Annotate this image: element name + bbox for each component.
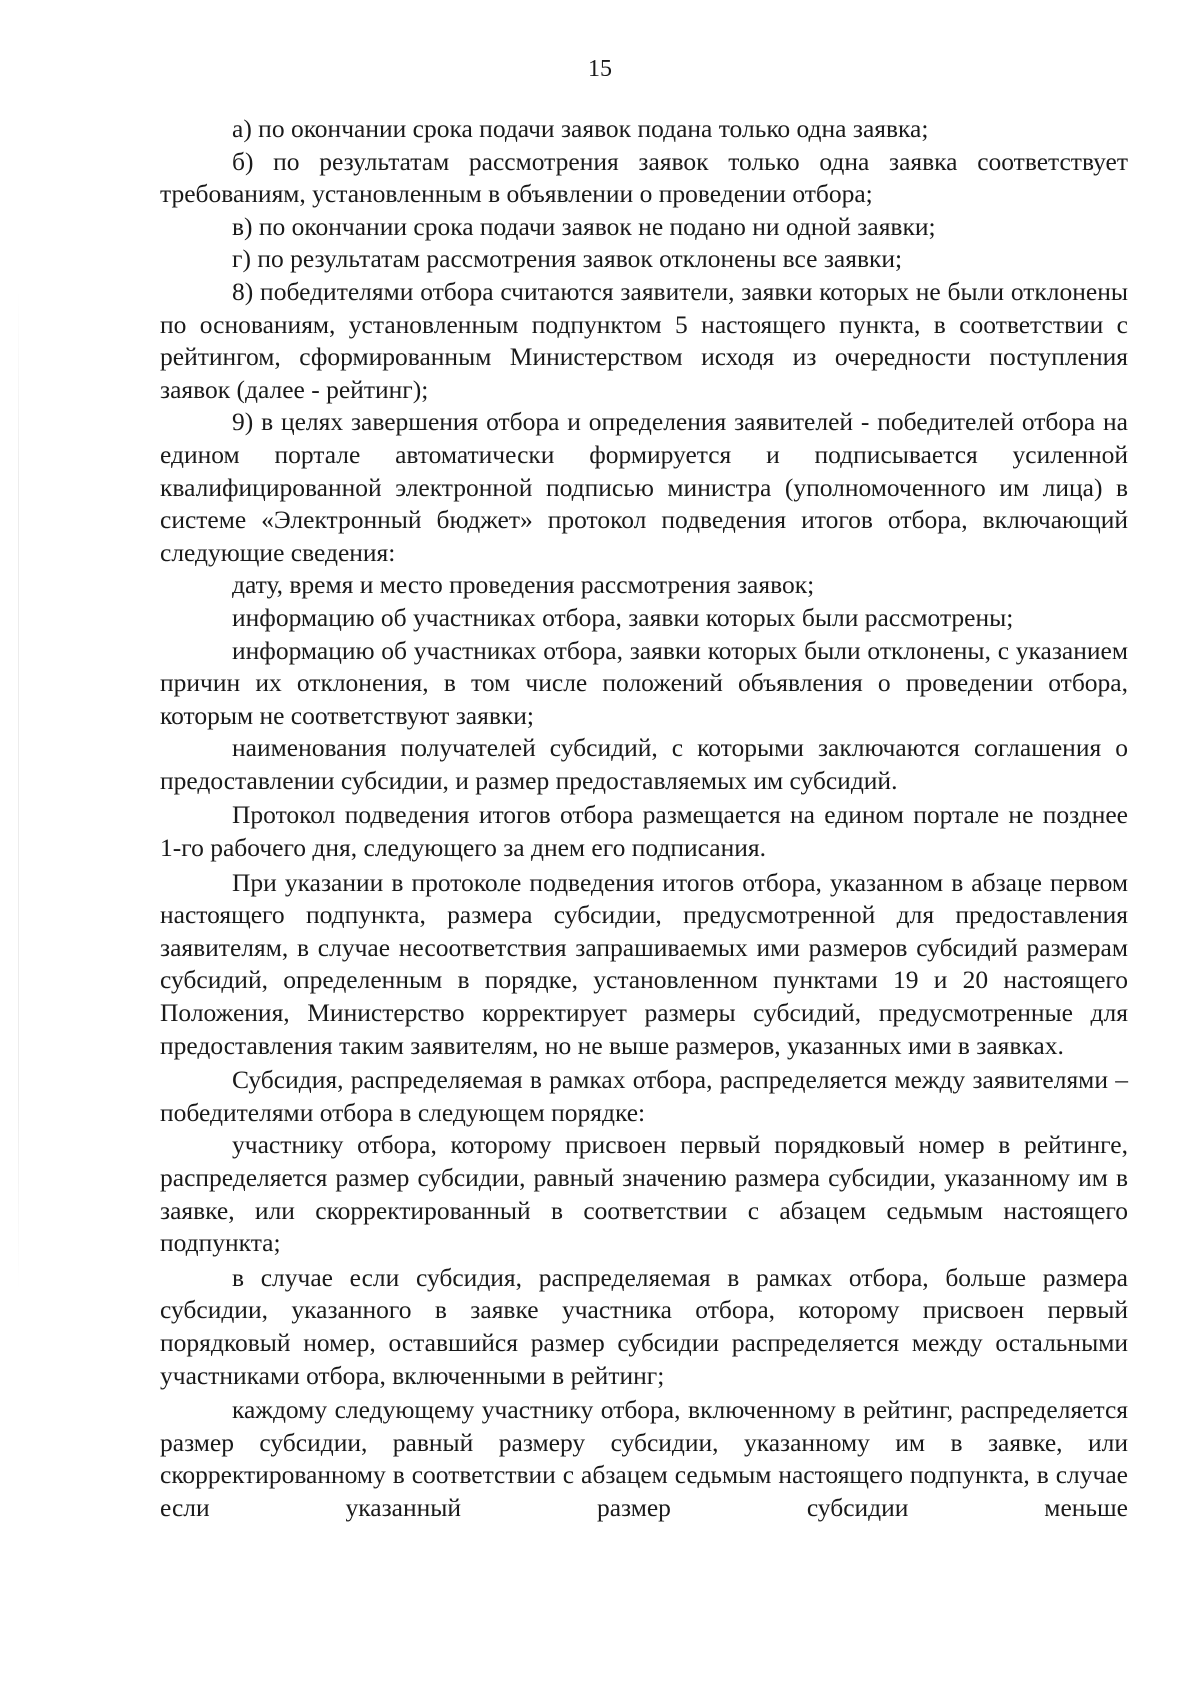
document-body [160, 113, 1128, 1525]
paragraph-item-g: г) по результатам рассмотрения заявок отклонены все заявки; [232, 244, 903, 274]
paragraph-item-a: а) по окончании срока подачи заявок подана только одна заявка; [232, 114, 929, 143]
page-number: 15 [588, 56, 612, 82]
paragraph-subclause-9: 9) в целях завершения отбора и определения заявителей - победителей отбора на едином портале автоматически формируется и подписывается усиленной квалифицированной электронной подписью министра (уполномоченного им лица) в системе «Электронный бюджет» протокол подведения итогов отбора, включающий следующие сведения: [160, 407, 1128, 567]
paragraph-distribution-order: Субсидия, распределяемая в рамках отбора, распределяется между заявителями – победителями отбора в следующем порядке: [160, 1065, 1128, 1127]
paragraph-item-b: б) по результатам рассмотрения заявок только одна заявка соответствует требованиям, установленным в объявлении о проведении отбора; [160, 146, 1128, 209]
paragraph-protocol-reviewed: информацию об участниках отбора, заявки которых были рассмотрены; [232, 602, 1014, 632]
paragraph-subclause-8: 8) победителями отбора считаются заявители, заявки которых не были отклонены по основаниям, установленным подпунктом 5 настоящего пункта, в соответствии с рейтингом, сформированным Министерством исходя из очередности поступления заявок (далее - рейтинг); [160, 276, 1128, 404]
paragraph-first-participant: участнику отбора, которому присвоен первый порядковый номер в рейтинге, распределяется размер субсидии, равный значению размера субсидии, указанному им в заявке, или скорректированный в соответствии с абзацем седьмым настоящего подпункта; [160, 1130, 1128, 1258]
paragraph-protocol-recipients: наименования получателей субсидий, с которыми заключаются соглашения о предоставлении субсидии, и размер предоставляемых им субсидий. [160, 733, 1128, 795]
paragraph-next-participant: каждому следующему участнику отбора, включенному в рейтинг, распределяется размер субсидии, равный размеру субсидии, указанному им в заявке, или скорректированному в соответствии с абзацем седьмым настоящего подпункта, в случае если указанный размер субсидии меньше [160, 1395, 1128, 1522]
paragraph-protocol-date: дату, время и место проведения рассмотрения заявок; [232, 570, 815, 600]
paragraph-protocol-publication: Протокол подведения итогов отбора размещается на едином портале не позднее 1-го рабочего дня, следующего за днем его подписания. [160, 800, 1128, 863]
paragraph-protocol-rejected: информацию об участниках отбора, заявки которых были отклонены, с указанием причин их отклонения, в том числе положений объявления о проведении отбора, которым не соответствуют заявки; [160, 635, 1128, 730]
paragraph-remaining-distribution: в случае если субсидия, распределяемая в рамках отбора, больше размера субсидии, указанного в заявке участника отбора, которому присвоен первый порядковый номер, оставшийся размер субсидии распределяется между остальными участниками отбора, включенными в рейтинг; [160, 1262, 1128, 1390]
paragraph-size-correction: При указании в протоколе подведения итогов отбора, указанном в абзаце первом настоящего подпункта, размера субсидии, предусмотренной для предоставления заявителям, в случае несоответствия запрашиваемых ими размеров субсидий размерам субсидий, определенным в порядке, установленном пунктами 19 и 20 настоящего Положения, Министерство корректирует размеры субсидий, предусмотренные для предоставления таким заявителям, но не выше размеров, указанных ими в заявках. [160, 867, 1128, 1060]
paragraph-item-v: в) по окончании срока подачи заявок не подано ни одной заявки; [232, 211, 936, 241]
scan-edge-shadow [18, 290, 19, 1290]
